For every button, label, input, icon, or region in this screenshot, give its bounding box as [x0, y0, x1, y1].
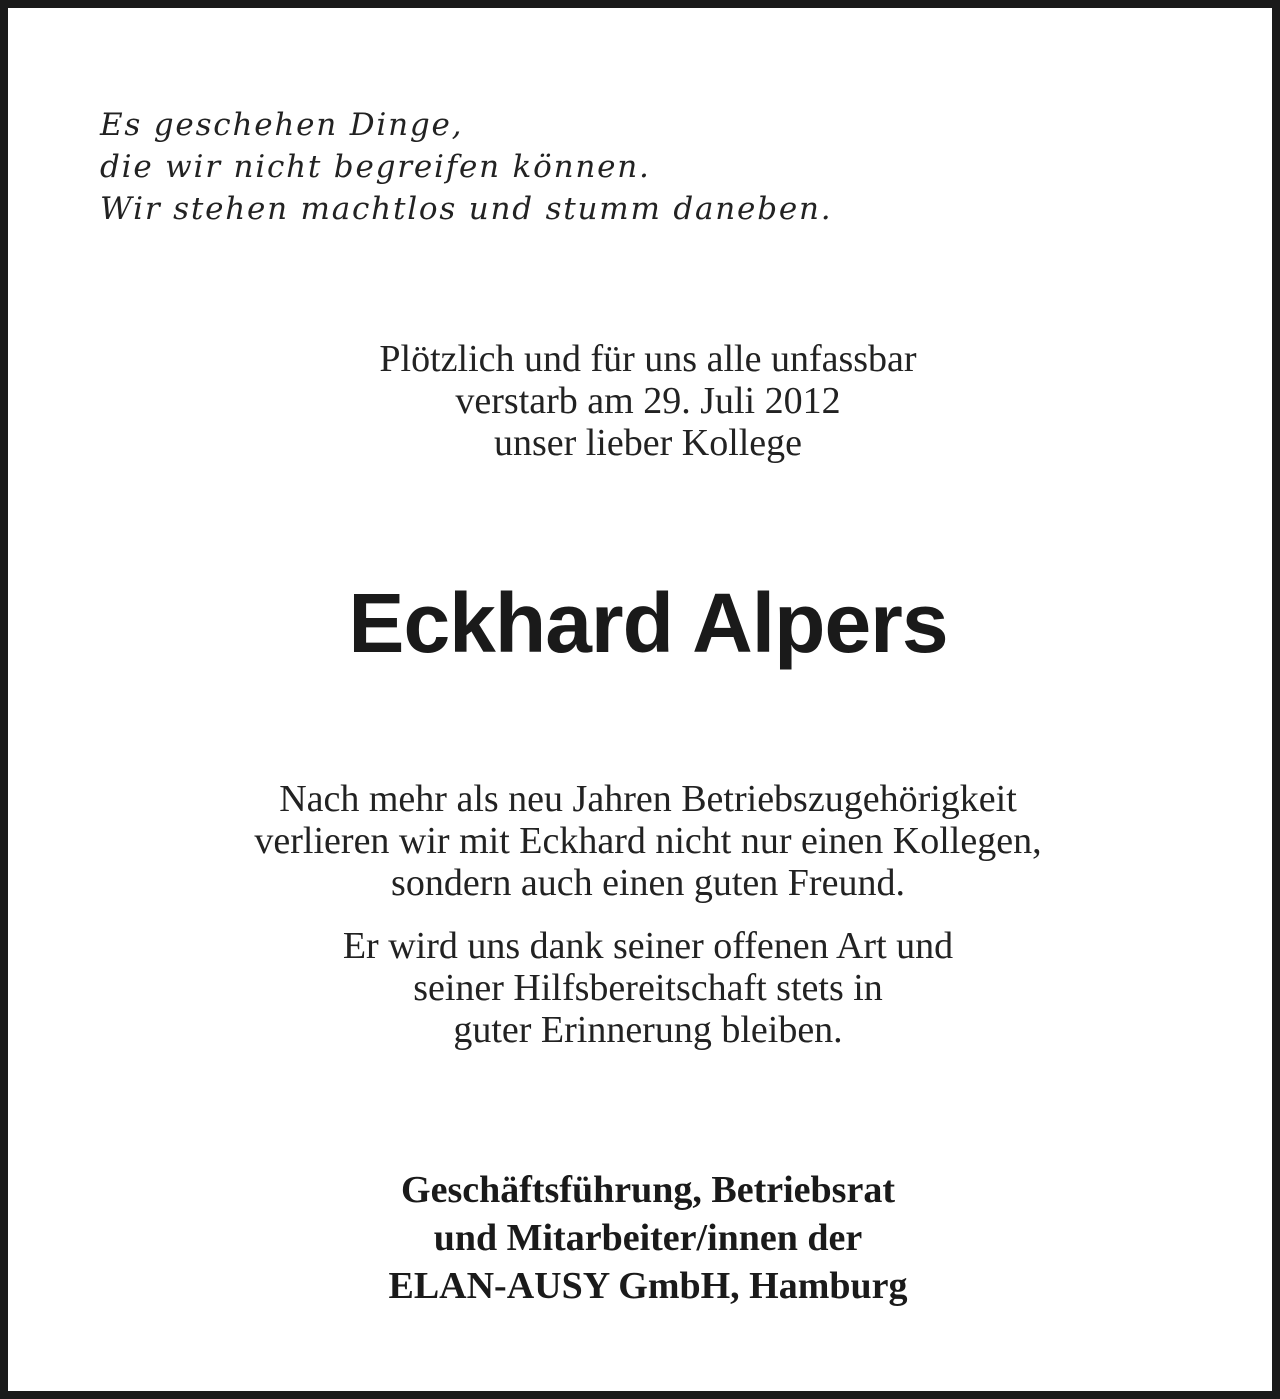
- signature-block: [8, 1166, 1280, 1310]
- signature-line: Geschäftsführung, Betriebsrat: [401, 1169, 895, 1211]
- announcement-line: verstarb am 29. Juli 2012: [455, 380, 841, 422]
- tribute-line: Er wird uns dank seiner offenen Art und: [342, 925, 954, 967]
- tribute-line: guter Erinnerung bleiben.: [453, 1009, 843, 1051]
- tribute-line: sondern auch einen guten Freund.: [391, 862, 905, 904]
- tribute-line: verlieren wir mit Eckhard nicht nur einen Kollegen,: [254, 820, 1042, 862]
- tribute-line: Nach mehr als neu Jahren Betriebszugehörigkeit: [279, 778, 1017, 820]
- tribute-paragraph-1: [8, 778, 1280, 904]
- tribute-line: seiner Hilfsbereitschaft stets in: [413, 967, 883, 1009]
- announcement-line: Plötzlich und für uns alle unfassbar: [379, 338, 917, 380]
- announcement-line: unser lieber Kollege: [493, 422, 803, 464]
- tribute-paragraph-2: [8, 925, 1280, 1051]
- motto-line: Wir stehen machtlos und stumm daneben.: [100, 191, 833, 227]
- motto-quote: [100, 104, 832, 230]
- deceased-name: Eckhard Alpers: [348, 576, 948, 670]
- motto-line: Es geschehen Dinge,: [100, 107, 464, 143]
- death-announcement: [8, 338, 1280, 464]
- signature-line: ELAN-AUSY GmbH, Hamburg: [388, 1265, 908, 1307]
- motto-line: die wir nicht begreifen können.: [100, 149, 651, 185]
- signature-line: und Mitarbeiter/innen der: [433, 1217, 863, 1259]
